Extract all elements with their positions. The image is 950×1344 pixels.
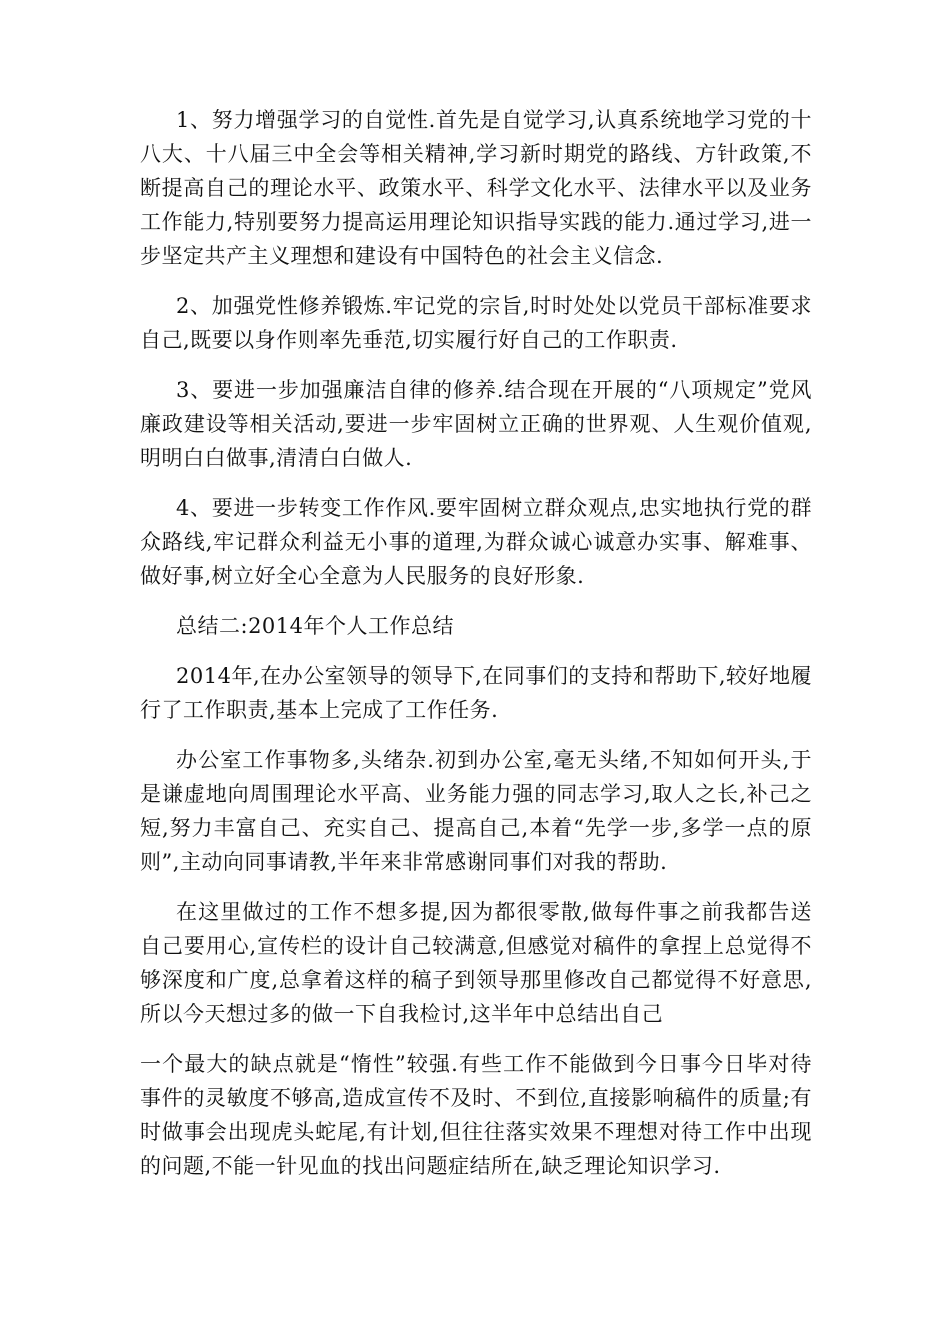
paragraph-7: 办公室工作事物多,头绪杂.初到办公室,毫无头绪,不知如何开头,于是谦虚地向周围理论水平高、业务能力强的同志学习,取人之长,补己之短,努力丰富自己、充实自己、提高自己,本着“先学一步,多学一点的原则”,主动向同事请教,半年来非常感谢同事们对我的帮助. — [140, 748, 812, 874]
paragraph-9: 一个最大的缺点就是“惰性”较强.有些工作不能做到今日事今日毕对待事件的灵敏度不够高,造成宣传不及时、不到位,直接影响稿件的质量;有时做事会出现虎头蛇尾,有计划,但往往落实效果不理想对待工作中出现的问题,不能一针见血的找出问题症结所在,缺乏理论知识学习. — [140, 1052, 812, 1178]
paragraph-3: 3、要进一步加强廉洁自律的修养.结合现在开展的“八项规定”党风廉政建设等相关活动,要进一步牢固树立正确的世界观、人生观价值观,明明白白做事,清清白白做人. — [140, 378, 812, 470]
section-heading: 总结二:2014年个人工作总结 — [176, 614, 455, 638]
paragraph-6: 2014年,在办公室领导的领导下,在同事们的支持和帮助下,较好地履行了工作职责,基本上完成了工作任务. — [140, 664, 812, 722]
paragraph-4: 4、要进一步转变工作作风.要牢固树立群众观点,忠实地执行党的群众路线,牢记群众利益无小事的道理,为群众诚心诚意办实事、解难事、做好事,树立好全心全意为人民服务的良好形象. — [140, 496, 812, 588]
paragraph-2: 2、加强党性修养锻炼.牢记党的宗旨,时时处处以党员干部标准要求自己,既要以身作则率先垂范,切实履行好自己的工作职责. — [140, 294, 812, 352]
paragraph-8: 在这里做过的工作不想多提,因为都很零散,做每件事之前我都告送自己要用心,宣传栏的设计自己较满意,但感觉对稿件的拿捏上总觉得不够深度和广度,总拿着这样的稿子到领导那里修改自己都觉得不好意思,所以今天想过多的做一下自我检讨,这半年中总结出自己 — [140, 900, 812, 1026]
document-body — [140, 103, 812, 1199]
paragraph-1: 1、努力增强学习的自觉性.首先是自觉学习,认真系统地学习党的十八大、十八届三中全会等相关精神,学习新时期党的路线、方针政策,不断提高自己的理论水平、政策水平、科学文化水平、法律水平以及业务工作能力,特别要努力提高运用理论知识指导实践的能力.通过学习,进一步坚定共产主义理想和建设有中国特色的社会主义信念. — [140, 108, 812, 268]
